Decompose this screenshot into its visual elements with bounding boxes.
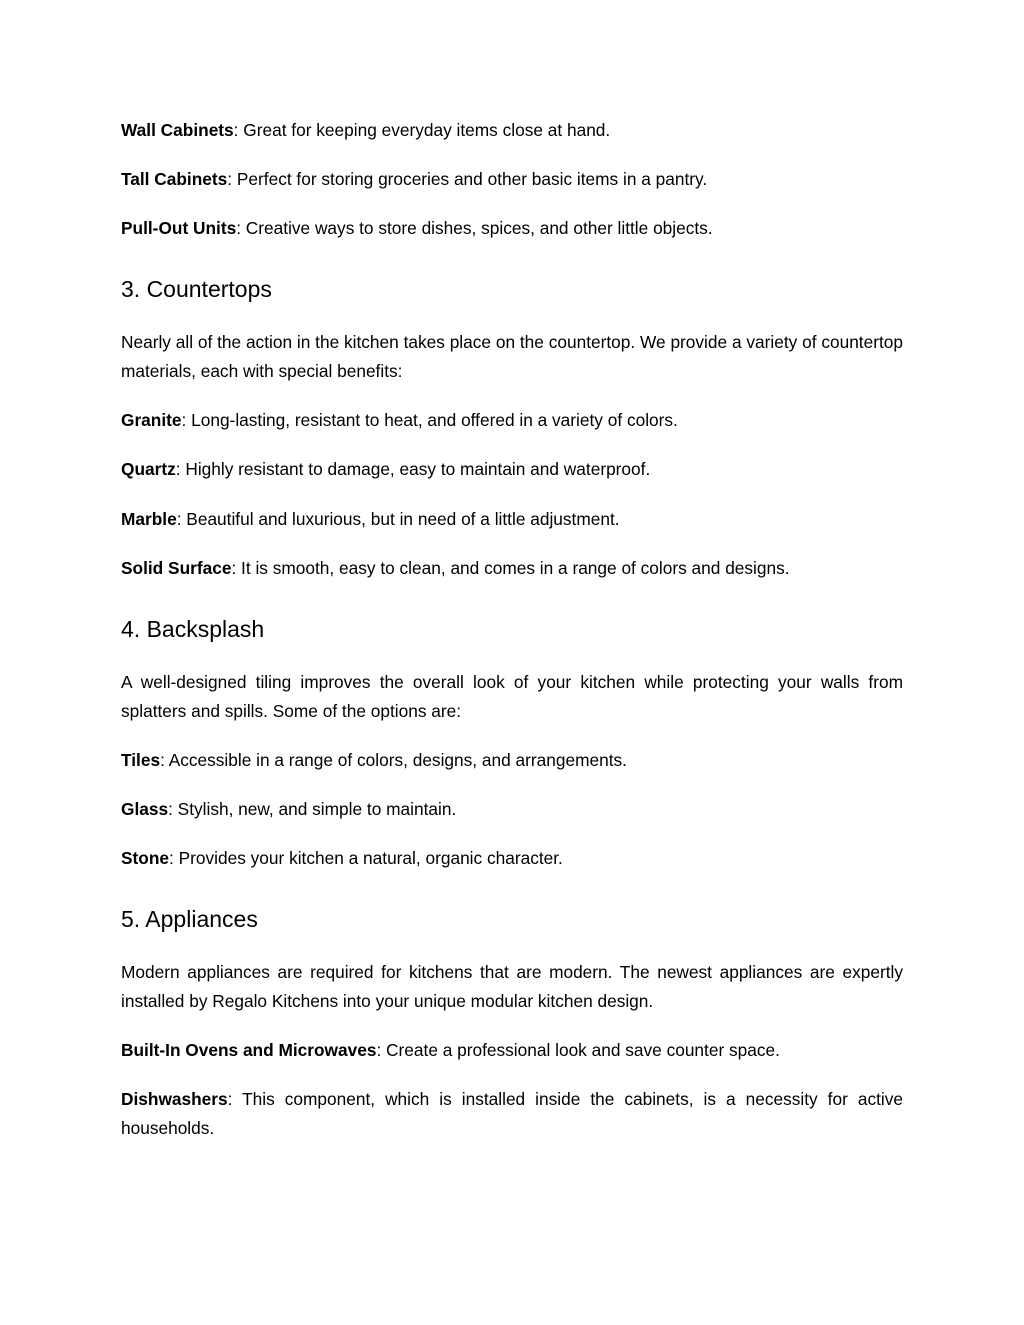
item-desc: : Accessible in a range of colors, designs, and arrangements. (160, 750, 627, 770)
backsplash-item-stone (121, 844, 903, 873)
item-desc: : Great for keeping everyday items close at hand. (233, 120, 611, 140)
item-term: Marble (121, 509, 177, 529)
item-term: Granite (121, 410, 182, 430)
item-term: Solid Surface (121, 558, 232, 578)
item-desc: : Long-lasting, resistant to heat, and offered in a variety of colors. (181, 410, 678, 430)
appliance-item-dishwashers (121, 1085, 903, 1143)
backsplash-item-glass (121, 795, 903, 824)
item-desc: : Highly resistant to damage, easy to maintain and waterproof. (175, 459, 651, 479)
cabinet-item-tall (121, 165, 903, 194)
countertops-intro: Nearly all of the action in the kitchen takes place on the countertop. We provide a variety of countertop materials, each with special benefits: (121, 332, 903, 381)
cabinet-item-wall (121, 116, 903, 145)
item-desc: : It is smooth, easy to clean, and comes in a range of colors and designs. (231, 558, 790, 578)
item-term: Built-In Ovens and Microwaves (121, 1040, 377, 1060)
section-heading-backsplash: 4. Backsplash (121, 616, 265, 642)
item-term: Wall Cabinets (121, 120, 234, 140)
countertop-item-granite (121, 406, 903, 435)
item-desc: : Perfect for storing groceries and other basic items in a pantry. (227, 169, 708, 189)
item-term: Quartz (121, 459, 176, 479)
item-term: Pull-Out Units (121, 218, 237, 238)
item-term: Glass (121, 799, 169, 819)
countertop-item-solid-surface (121, 554, 903, 583)
item-term: Dishwashers (121, 1089, 228, 1109)
item-desc: : Create a professional look and save counter space. (376, 1040, 780, 1060)
item-desc: : Creative ways to store dishes, spices, and other little objects. (236, 218, 713, 238)
appliance-item-ovens (121, 1036, 903, 1065)
item-term: Stone (121, 848, 170, 868)
cabinet-item-pull-out (121, 214, 903, 243)
item-desc: : Beautiful and luxurious, but in need of a little adjustment. (176, 509, 620, 529)
backsplash-intro: A well-designed tiling improves the overall look of your kitchen while protecting your walls from splatters and spills. Some of the options are: (121, 672, 903, 721)
section-heading-countertops: 3. Countertops (121, 276, 272, 302)
section-heading-appliances: 5. Appliances (121, 906, 258, 932)
appliances-intro: Modern appliances are required for kitchens that are modern. The newest appliances are expertly installed by Regalo Kitchens into your unique modular kitchen design. (121, 962, 903, 1011)
item-desc: : This component, which is installed inside the cabinets, is a necessity for active households. (121, 1089, 903, 1138)
item-desc: : Provides your kitchen a natural, organic character. (169, 848, 563, 868)
countertop-item-quartz (121, 455, 903, 484)
item-term: Tall Cabinets (121, 169, 228, 189)
item-term: Tiles (121, 750, 161, 770)
backsplash-item-tiles (121, 746, 903, 775)
item-desc: : Stylish, new, and simple to maintain. (168, 799, 457, 819)
countertop-item-marble (121, 505, 903, 534)
